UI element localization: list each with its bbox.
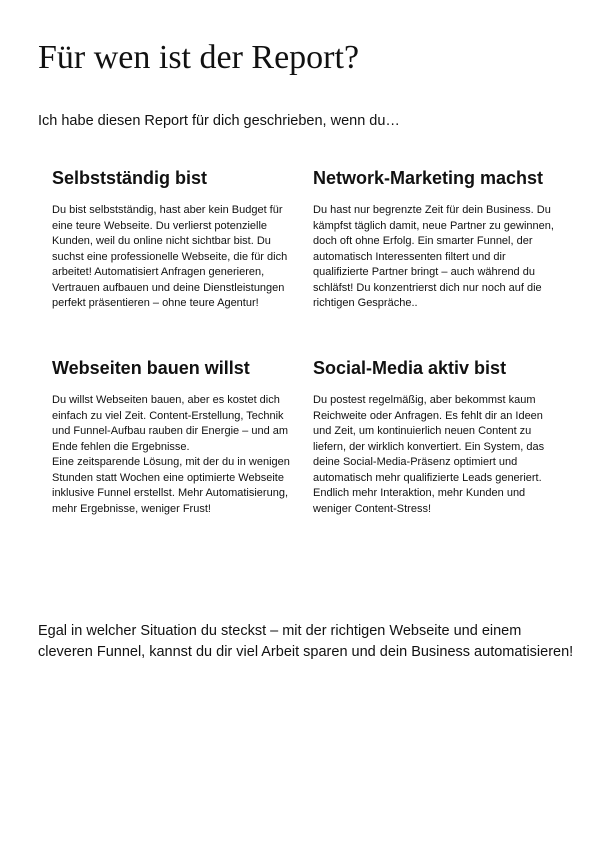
card-body (52, 393, 302, 517)
intro-text: Ich habe diesen Report für dich geschrieben, wenn du… (38, 113, 400, 129)
card-body: Du postest regelmäßig, aber bekommst kaum Reichweite oder Anfragen. Es fehlt dir an Ideen und Zeit, um kontinuierlich neuen Content zu liefern, der wirklich konvertiert. Ein System, das deine Social-Media-Präsenz optimiert und automatisch mehr qualifizierte Leads generiert. Endlich mehr Interaktion, mehr Kunden und weniger Content-Stress! (313, 394, 545, 515)
card-network-marketing (313, 167, 563, 312)
card-heading: Webseiten bauen willst (52, 358, 250, 378)
card-body: Du hast nur begrenzte Zeit für dein Business. Du kämpfst täglich damit, neue Partner zu gewinnen, doch oft ohne Erfolg. Ein smarter Funnel, der automatisch Interessenten filtert und dir qualifizierte Partner bringt – auch während du schläfst! Du konzentrierst dich nur noch auf die richtigen Gespräche.. (313, 204, 554, 309)
card-heading: Network-Marketing machst (313, 168, 544, 188)
card-selbststaendig (52, 167, 302, 312)
card-social-media (313, 357, 563, 517)
page-bottom-margin (0, 785, 600, 847)
page-title: Für wen ist der Report? (38, 39, 360, 76)
closing-text: Egal in welcher Situation du steckst – mit der richtigen Webseite und einem cleveren Funnel, kannst du dir viel Arbeit sparen und dein Business automatisieren! (38, 623, 574, 660)
card-body-part-1: Du willst Webseiten bauen, aber es kostet dich einfach zu viel Zeit. Content-Erstellung, Technik und Funnel-Aufbau rauben dir Energie – und am Ende fehlen die Ergebnisse. (52, 394, 289, 453)
card-body: Du bist selbstständig, hast aber kein Budget für eine teure Webseite. Du verlierst potenzielle Kunden, weil du online nicht sichtbar bist. Du suchst eine professionelle Webseite, die für dich arbeitet! Automatisiert Anfragen generieren, Vertrauen aufbauen und deine Dienstleistungen perfekt präsentieren – ohne teure Agentur! (52, 204, 288, 309)
card-heading: Selbstständig bist (52, 168, 208, 188)
card-body-part-2: Eine zeitsparende Lösung, mit der du in wenigen Stunden statt Wochen eine optimierte Webseite inklusive Funnel erstellst. Mehr Automatisierung, mehr Ergebnisse, weniger Frust! (52, 456, 290, 515)
card-heading: Social-Media aktiv bist (313, 358, 507, 378)
card-webseiten-bauen (52, 357, 302, 517)
